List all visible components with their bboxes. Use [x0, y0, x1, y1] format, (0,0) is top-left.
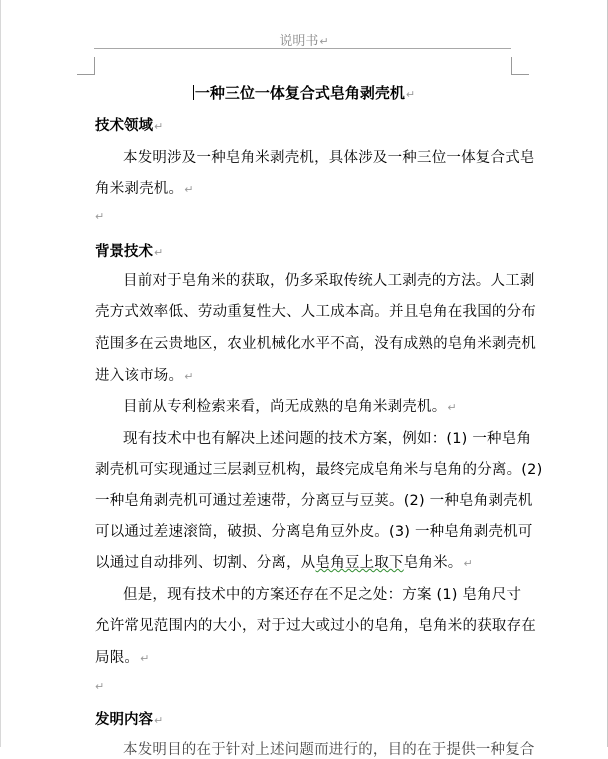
header-divider — [94, 48, 511, 49]
paragraph-line[interactable]: 目前对于皂角米的获取，仍多采取传统人工剥壳的方法。人工剥 — [123, 273, 535, 289]
section-heading-technical-field[interactable]: 技术领域↵ — [95, 118, 164, 134]
paragraph-mark-icon: ↵ — [140, 652, 150, 665]
paragraph-mark-icon: ↵ — [319, 35, 329, 48]
margin-corner-top-right — [511, 57, 529, 75]
empty-paragraph[interactable]: ↵ — [95, 210, 105, 223]
section-heading-background[interactable]: 背景技术↵ — [95, 244, 164, 260]
paragraph-line[interactable]: 但是，现有技术中的方案还存在不足之处：方案 (1) 皂角尺寸 — [123, 587, 522, 603]
paragraph-line[interactable]: 剥壳机可实现通过三层剥豆机构，最终完成皂角米与皂角的分离。(2) — [95, 462, 543, 478]
paragraph-mark-icon: ↵ — [154, 714, 164, 727]
paragraph-line[interactable]: 允许常见范围内的大小，对于过大或过小的皂角，皂角米的获取存在 — [95, 618, 536, 634]
grammar-flagged-text[interactable]: 皂角豆上取下 — [315, 555, 404, 571]
empty-paragraph[interactable]: ↵ — [95, 680, 105, 693]
paragraph-line[interactable]: 一种皂角剥壳机可通过差速带，分离豆与豆荚。(2) 一种皂角剥壳机 — [95, 493, 533, 509]
paragraph-line[interactable]: 范围多在云贵地区，农业机械化水平不高，没有成熟的皂角米剥壳机 — [95, 336, 536, 352]
paragraph-mark-icon: ↵ — [184, 370, 194, 383]
text-cursor — [193, 85, 194, 100]
paragraph-line[interactable]: 目前从专利检索来看，尚无成熟的皂角米剥壳机。↵ — [123, 399, 457, 415]
paragraph-mark-icon: ↵ — [184, 183, 194, 196]
section-heading-summary[interactable]: 发明内容↵ — [95, 712, 164, 728]
paragraph-mark-icon: ↵ — [463, 557, 473, 570]
paragraph-mark-icon: ↵ — [405, 88, 416, 101]
page-header[interactable] — [1, 30, 607, 49]
paragraph-mark-icon: ↵ — [154, 246, 164, 259]
paragraph-line[interactable]: 本发明目的在于针对上述问题而进行的，目的在于提供一种复合 — [123, 742, 535, 758]
paragraph-line[interactable]: 现有技术中也有解决上述问题的技术方案，例如：(1) 一种皂角 — [123, 431, 532, 447]
document-title[interactable]: 一种三位一体复合式皂角剥壳机↵ — [194, 84, 416, 102]
paragraph-mark-icon: ↵ — [447, 401, 457, 414]
paragraph-line[interactable]: 壳方式效率低、劳动重复性大、人工成本高。并且皂角在我国的分布 — [95, 304, 536, 320]
paragraph-line[interactable]: 可以通过差速滚筒，破损、分离皂角豆外皮。(3) 一种皂角剥壳机可 — [95, 524, 533, 540]
paragraph-line[interactable]: 角米剥壳机。↵ — [95, 181, 194, 197]
paragraph-line[interactable]: 以通过自动排列、切割、分离，从皂角豆上取下皂角米。↵ — [95, 555, 473, 571]
margin-corner-top-left — [77, 57, 95, 75]
paragraph-line[interactable]: 进入该市场。↵ — [95, 368, 194, 384]
paragraph-mark-icon: ↵ — [154, 120, 164, 133]
header-text: 说明书 — [279, 34, 319, 49]
paragraph-line[interactable]: 局限。↵ — [95, 650, 150, 666]
paragraph-line[interactable]: 本发明涉及一种皂角米剥壳机，具体涉及一种三位一体复合式皂 — [123, 150, 535, 166]
